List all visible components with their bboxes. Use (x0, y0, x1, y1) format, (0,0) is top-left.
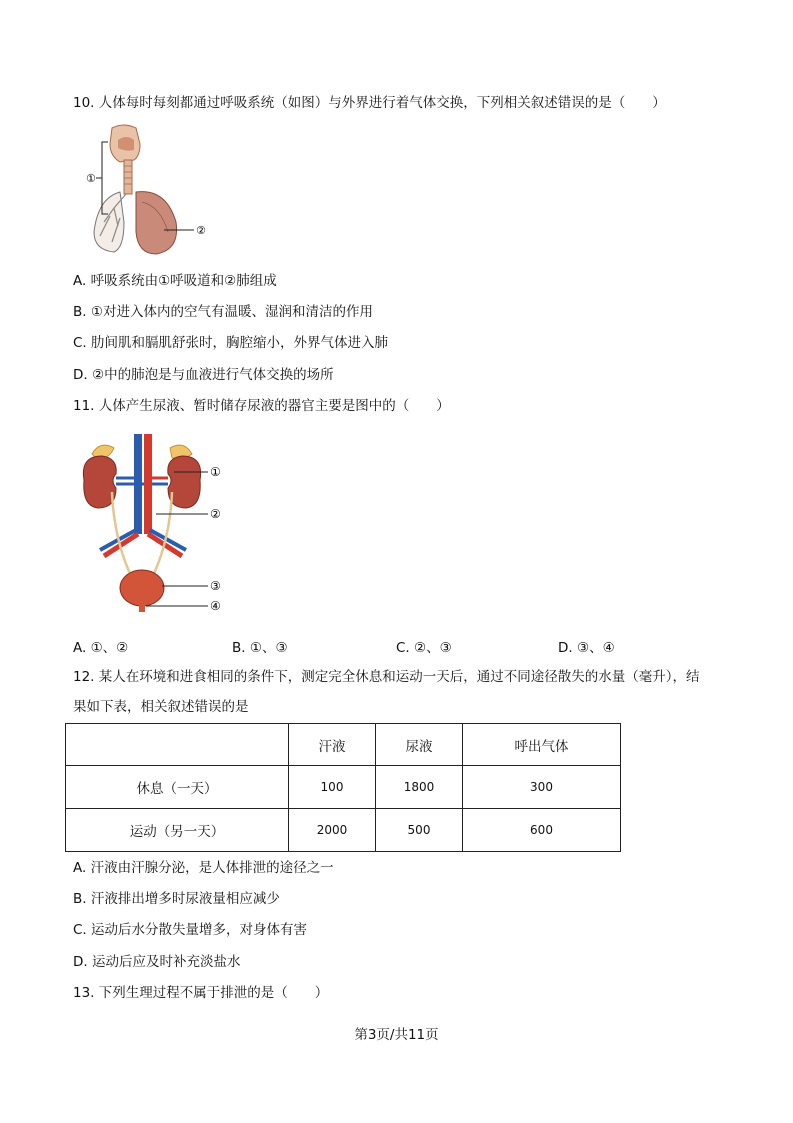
q10-stem: 10. 人体每时每刻都通过呼吸系统（如图）与外界进行着气体交换，下列相关叙述错误的是（ ） (73, 95, 666, 111)
q10-marker-2: ② (196, 224, 206, 237)
q11-option-b: B. ①、③ (232, 640, 288, 656)
q10-option-b: B. ①对进入体内的空气有温暖、湿润和清洁的作用 (73, 304, 373, 320)
table-row-label: 休息（一天） (66, 766, 289, 809)
q11-options (73, 636, 733, 654)
q11-marker-4: ④ (210, 599, 221, 613)
q11-option-d: D. ③、④ (558, 640, 615, 656)
table-cell: 500 (376, 809, 463, 852)
q10-option-c: C. 肋间肌和膈肌舒张时，胸腔缩小，外界气体进入肺 (73, 335, 389, 351)
q13-stem: 13. 下列生理过程不属于排泄的是（ ） (73, 985, 329, 1001)
q12-stem-line2: 果如下表，相关叙述错误的是 (73, 699, 249, 715)
table-header-row (66, 724, 621, 766)
urinary-system-figure (74, 430, 234, 620)
q10-option-a: A. 呼吸系统由①呼吸道和②肺组成 (73, 273, 277, 289)
table-cell: 100 (289, 766, 376, 809)
respiratory-system-figure (80, 122, 220, 262)
table-header-cell: 汗液 (289, 724, 376, 766)
q10-marker-1: ① (86, 172, 96, 185)
q11-option-c: C. ②、③ (396, 640, 452, 656)
table-cell: 2000 (289, 809, 376, 852)
q12-option-b: B. 汗液排出增多时尿液量相应减少 (73, 891, 280, 907)
q10-option-d: D. ②中的肺泡是与血液进行气体交换的场所 (73, 367, 334, 383)
table-header-cell: 呼出气体 (463, 724, 621, 766)
q11-stem: 11. 人体产生尿液、暂时储存尿液的器官主要是图中的（ ） (73, 398, 450, 414)
q11-marker-1: ① (210, 465, 221, 479)
table-header-cell: 尿液 (376, 724, 463, 766)
q11-marker-2: ② (210, 507, 221, 521)
table-cell: 300 (463, 766, 621, 809)
q12-option-d: D. 运动后应及时补充淡盐水 (73, 954, 241, 970)
page-footer: 第3页/共11页 (354, 1027, 439, 1043)
table-header-cell (66, 724, 289, 766)
table-row (66, 809, 621, 852)
water-loss-table (65, 723, 621, 852)
q12-option-a: A. 汗液由汗腺分泌，是人体排泄的途径之一 (73, 860, 334, 876)
table-cell: 1800 (376, 766, 463, 809)
table-cell: 600 (463, 809, 621, 852)
q11-option-a: A. ①、② (73, 640, 129, 656)
q11-marker-3: ③ (210, 579, 221, 593)
table-row (66, 766, 621, 809)
q12-stem-line1: 12. 某人在环境和进食相同的条件下，测定完全休息和运动一天后，通过不同途径散失的水量（毫升），结 (73, 669, 700, 685)
table-row-label: 运动（另一天） (66, 809, 289, 852)
q12-option-c: C. 运动后水分散失量增多，对身体有害 (73, 922, 308, 938)
